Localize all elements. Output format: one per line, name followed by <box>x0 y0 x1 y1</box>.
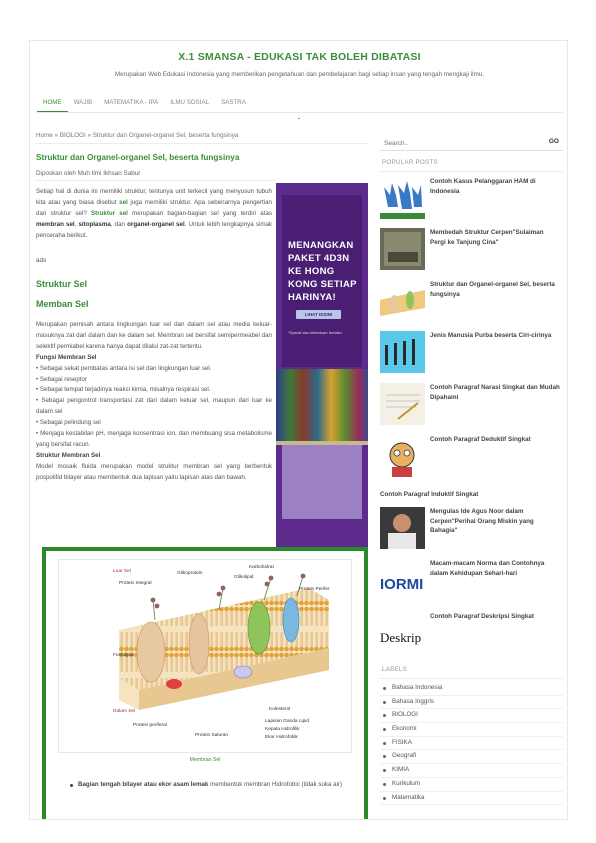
hand-figures-thumb-icon <box>380 177 425 219</box>
nav-divider <box>37 112 563 113</box>
cell-membrane-thumb-icon <box>380 280 425 322</box>
heading-membran-sel: Memban Sel <box>36 299 89 309</box>
fungsi-item: • Sebagai reseptor <box>36 375 88 383</box>
intro-bold-sitoplasma: sitoplasma <box>78 220 111 228</box>
author-photo-thumb-icon <box>380 507 425 549</box>
bullet-bold: Bagian tengah bilayer atau ekor asam lemak <box>78 781 209 788</box>
search-box <box>380 136 563 151</box>
label-glikoprotein: Glikoprotein <box>177 571 203 576</box>
popular-post-title[interactable]: Contoh Paragraf Narasi Singkat dan Mudah Dipahami <box>430 384 560 401</box>
popular-post-title[interactable]: Jenis Manusia Purba beserta Ciri-cirinya <box>430 332 552 339</box>
nav-dot <box>298 118 300 119</box>
popular-post-thumb[interactable] <box>380 383 425 425</box>
popular-post-thumb[interactable] <box>380 177 425 219</box>
cartoon-thinker-thumb-icon <box>380 435 425 477</box>
nav-ilmu-sosial[interactable]: ILMU SOSIAL <box>170 99 210 106</box>
popular-post-title[interactable]: Macam-macam Norma dan Contohnya dalam Kehidupan Sehari-hari <box>430 560 545 577</box>
label-glikolipid: Glikolipid <box>234 575 254 580</box>
caption-divider <box>58 752 352 753</box>
label-luar-sel: Luar Sel <box>113 569 131 574</box>
ad-headline-line: HARINYA! <box>288 292 336 303</box>
membran-paragraph <box>36 320 272 484</box>
fungsi-item: • Menjaga kestabilan pH, menjaga konsentrasi ion, dan membuang sisa metabolisme yang bersifat racun. <box>36 430 272 448</box>
post-byline: Diposkan oleh Muh Ilmi Ikhsan Sabur <box>36 170 141 177</box>
page-frame <box>29 40 568 820</box>
membrane-diagram <box>59 560 353 754</box>
site-title[interactable]: X.1 SMANSA - EDUKASI TAK BOLEH DIBATASI <box>178 51 421 63</box>
label-link[interactable]: FISIKA <box>380 737 563 751</box>
ad-headline-line: KE HONG <box>288 266 335 277</box>
breadcrumb-sep: » <box>54 132 59 139</box>
label-protein-saluran: Protein Saluran <box>195 733 229 738</box>
search-go-button[interactable]: GO <box>548 138 559 145</box>
label-link[interactable]: Bahasa Indonesia <box>380 682 563 696</box>
bullet-text: membentuk membran Hidrofobic (tidak suka air) <box>208 781 343 788</box>
deskripsi-thumb-text: Deskrip <box>380 630 422 645</box>
protein-blue <box>283 598 299 642</box>
figure-caption: Membran Sel <box>189 757 221 763</box>
label-link[interactable]: KIMIA <box>380 764 563 778</box>
breadcrumb <box>36 132 238 139</box>
post-intro <box>36 187 272 242</box>
book-cover-thumb-icon <box>380 228 425 270</box>
norma-thumb-icon <box>380 559 425 601</box>
breadcrumb-home[interactable]: Home <box>36 132 53 139</box>
fungsi-item: • Sebagai pelindung sel <box>36 419 101 427</box>
label-link[interactable]: Matematika <box>380 792 563 806</box>
intro-text: Setiap hal di dunia ini memiliki struktur, tentunya unit terkecil yang menyusun tubuh kita atau yang biasa disebut <box>36 188 272 206</box>
popular-post-thumb[interactable] <box>380 559 425 601</box>
popular-post-thumb[interactable] <box>380 228 425 270</box>
integral-protein <box>137 622 165 682</box>
breadcrumb-category[interactable]: BIOLOGI <box>59 132 86 139</box>
popular-post-title[interactable]: Contoh Paragraf Deskripsi Singkat <box>430 613 534 620</box>
breadcrumb-sep: » <box>87 132 91 139</box>
label-link[interactable]: Ekonomi <box>380 723 563 737</box>
popular-post-title[interactable]: Struktur dan Organel-organel Sel, beserta fungsinya <box>430 281 555 298</box>
popular-post-title[interactable]: Contoh Kasus Pelanggaran HAM di Indonesia <box>430 178 536 195</box>
ad-headline-line: MENANGKAN <box>288 240 354 251</box>
label-link[interactable]: Geografi <box>380 750 563 764</box>
label-kolesterol: Kolesterol <box>269 707 291 712</box>
nav-sastra[interactable]: SASTRA <box>221 99 246 106</box>
byline-divider <box>36 180 276 181</box>
list-item <box>78 780 348 790</box>
popular-post-thumb[interactable] <box>380 280 425 322</box>
intro-text: , dan <box>110 220 128 228</box>
intro-bold-organel: organel-organel sel <box>127 220 185 228</box>
struktur-title: Struktur Membran Sel <box>36 451 101 459</box>
figure-container <box>42 547 368 820</box>
peripheral-protein <box>234 666 252 678</box>
ad-photo <box>276 369 368 441</box>
ad-lower-panel <box>282 445 362 519</box>
nav-wajib[interactable]: WAJIB <box>73 99 93 106</box>
popular-post-thumb[interactable] <box>380 331 425 373</box>
struktur-description: Model mosaik fluida merupakan model struktur membran sel yang berbentuk pospolifid bilayer atau membentuk dua lapisan yaitu lapisan atas dan bawah. <box>36 462 272 481</box>
fungsi-item: • Sebagai pengontrol transportasi zat dari dalam keluar sel, maupun dari luar ke dalam sel <box>36 397 272 416</box>
label-karbohidrat: Karbohidrat <box>249 565 274 570</box>
norma-thumb-text: IORMI <box>380 576 424 593</box>
breadcrumb-current: Struktur dan Organel-organel Sel, beserta fungsinya <box>92 132 239 139</box>
popular-post-title[interactable]: Contoh Paragraf Deduktif Singkat <box>430 436 531 443</box>
peripheral-protein-red <box>166 679 182 689</box>
popular-post-thumb[interactable] <box>380 507 425 549</box>
fungsi-item: • Sebagai sekat pembatas antara isi sel dan lingkungan luar sel. <box>36 364 212 372</box>
channel-protein <box>189 614 209 674</box>
ad-cta-button[interactable]: LIHAT DISINI <box>296 310 341 319</box>
popular-post-title[interactable]: Mengulas Ide Agus Noor dalam Cerpen"Perihal Orang Miskin yang Bahagia" <box>430 508 534 534</box>
intro-bold-membran: membran sel <box>36 220 75 228</box>
post-title: Struktur dan Organel-organel Sel, beserta fungsinya <box>36 153 240 162</box>
deskripsi-thumb-icon <box>380 612 425 654</box>
popular-post-title[interactable]: Contoh Paragraf Induktif Singkat <box>380 491 479 498</box>
site-description: Merupakan Web Edukasi Indonesia yang memberikan pengetahuan dan pembelajaran bagi setiap insan yang tengah mengkaji ilmu. <box>114 71 485 78</box>
label-ekor: Ekor Hidrofobik <box>265 735 298 740</box>
intro-text: merupakan bagian-bagian sel yang terdiri atas <box>127 209 272 217</box>
breadcrumb-divider <box>36 143 369 144</box>
nav-matematika-ipa[interactable]: MATEMATIKA - IPA <box>104 99 159 106</box>
label-protein-periferal: Protein periferal <box>133 723 167 728</box>
labels-list <box>380 682 563 805</box>
intro-text: juga memiliki struktur. Apa sebenarnya pengertian dari struktur sel? <box>36 198 272 217</box>
intro-link-sel[interactable]: sel <box>119 198 128 206</box>
evolution-thumb-icon <box>380 331 425 373</box>
fungsi-item: • Sebagai tempat terjadinya reaksi kimia, misalnya respirasi sel. <box>36 386 211 394</box>
membrane-figure[interactable] <box>58 559 352 753</box>
protein-green <box>248 602 270 654</box>
popular-post-thumb[interactable] <box>380 435 425 477</box>
nav-home[interactable]: HOME <box>37 98 68 112</box>
fungsi-title: Fungsi Membran Sel <box>36 353 97 361</box>
ad-headline-line: KONG SETIAP <box>288 279 357 290</box>
label-link[interactable]: BIOLOGI <box>380 709 563 723</box>
membran-description: Merupakan pemisah antara lingkungan luar sel dan dalam sel atau media keluar-masuknya zat dari dalam dan ke dalam sel. Membran sel bersifat semipermeabel dan selektif permiabel karena hanya dapat dilalui zat-zat tertentu. <box>36 321 272 350</box>
labels-title: LABELS <box>382 666 408 673</box>
heading-struktur-sel: Struktur Sel <box>36 279 88 289</box>
popular-posts-divider <box>380 171 563 172</box>
labels-divider <box>380 678 563 679</box>
intro-text: , <box>74 220 79 228</box>
search-input[interactable] <box>384 137 534 149</box>
ads-placeholder: ads <box>36 257 47 264</box>
label-link[interactable]: Bahasa Inggris <box>380 696 563 710</box>
intro-link-struktur[interactable]: Struktur sel <box>91 209 128 217</box>
popular-post-title[interactable]: Membedah Struktur Cerpen"Sulaiman Pergi ke Tanjung Cina" <box>430 229 544 246</box>
main-nav <box>37 98 252 112</box>
ad-headline-line: PAKET 4D3N <box>288 253 350 264</box>
intro-text: . Untuk lebih lengkapnya simak penceraha berikut. <box>36 220 273 239</box>
label-protein-integral: Protein Integral <box>119 581 152 586</box>
ad-banner[interactable] <box>276 183 368 549</box>
ad-headline <box>288 239 364 304</box>
label-lapisan-ganda: Lapisan Ganda Lipid <box>265 719 310 724</box>
label-kepala: Kepala Hidrofilik <box>265 727 300 732</box>
writing-thumb-icon <box>380 383 425 425</box>
label-link[interactable]: Kurikulum <box>380 778 563 792</box>
popular-post-thumb[interactable] <box>380 612 425 654</box>
label-dalam-sel: Dalam Sel <box>113 709 136 714</box>
ad-terms: *Syarat dan ketentuan berlaku <box>288 330 342 335</box>
popular-posts-title: POPULAR POSTS <box>382 159 438 166</box>
label-fosfolipid: Fosfolipid <box>113 653 134 658</box>
label-protein-perifer: Protein Perifer <box>299 587 330 592</box>
